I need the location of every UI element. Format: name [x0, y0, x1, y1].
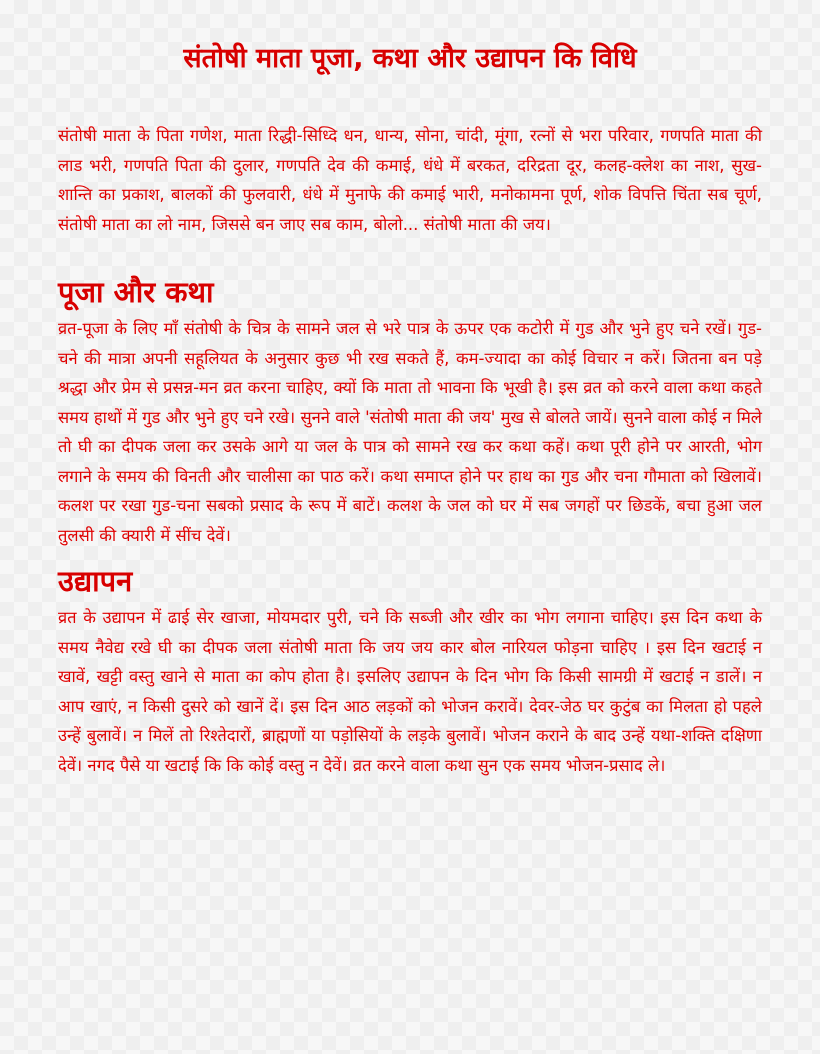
- page-title: संतोषी माता पूजा, कथा और उद्यापन कि विधि: [183, 43, 637, 74]
- section-heading-puja-katha: पूजा और कथा: [58, 275, 214, 309]
- section-body-udyapan: व्रत के उद्यापन में ढाई सेर खाजा, मोयमदार पुरी, चने कि सब्जी और खीर का भोग लगाना चाहिए। इस दिन कथा के समय नैवेद्य रखे घी का दीपक जला संतोषी माता कि जय जय कार बोल नारियल फोड़ना चाहिए । इस दिन खटाई न खावें, खट्टी वस्तु खाने से माता का कोप होता है। इसलिए उद्यापन के दिन भोग कि किसी सामग्री में खटाई न डालें। न आप खाएं, न किसी दुसरे को खानें दें। इस दिन आठ लड़कों को भोजन करावें। देवर-जेठ घर कुटुंब का मिलता हो पहले उन्हें बुलावें। न मिलें तो रिश्तेदारों, ब्राह्मणों या पड़ोसियों के लड़के बुलावें। भोजन कराने के बाद उन्हें यथा-शक्ति दक्षिणा देवें। नगद पैसे या खटाई कि कि कोई वस्तु न देवें। व्रत करने वाला कथा सुन एक समय भोजन-प्रसाद ले।: [58, 608, 762, 775]
- article: [58, 34, 762, 780]
- section-body-puja-katha: व्रत-पूजा के लिए माँ संतोषी के चित्र के सामने जल से भरे पात्र के ऊपर एक कटोरी में गुड और भुने हुए चने रखें। गुड-चने की मात्रा अपनी सहूलियत के अनुसार कुछ भी रख सकते हैं, कम-ज्यादा का कोई विचार न करें। जितना बन पड़े श्रद्धा और प्रेम से प्रसन्न-मन व्रत करना चाहिए, क्यों कि माता तो भावना कि भूखी है। इस व्रत को करने वाला कथा कहते समय हाथों में गुड और भुने हुए चने रखे। सुनने वाले 'संतोषी माता की जय' मुख से बोलते जायें। सुनने वाला कोई न मिले तो घी का दीपक जला कर उसके आगे या जल के पात्र को सामने रख कर कथा कहें। कथा पूरी होने पर आरती, भोग लगाने के समय की विनती और चालीसा का पाठ करें। कथा समाप्त होने पर हाथ का गुड और चना गौमाता को खिलावें। कलश पर रखा गुड-चना सबको प्रसाद के रूप में बाटें। कलश के जल को घर में सब जगहों पर छिडकें, बचा हुआ जल तुलसी की क्यारी में सींच देवें।: [58, 319, 762, 545]
- section-heading-udyapan: उद्यापन: [58, 564, 133, 598]
- intro-paragraph: संतोषी माता के पिता गणेश, माता रिद्धी-सिध्दि धन, धान्य, सोना, चांदी, मूंगा, रत्नों से भरा परिवार, गणपति माता की लाड भरी, गणपति पिता की दुलार, गणपति देव की कमाई, धंधे में बरकत, दरिद्रता दूर, कलह-क्लेश का नाश, सुख-शान्ति का प्रकाश, बालकों की फुलवारी, धंधे में मुनाफे की कमाई भारी, मनोकामना पूर्ण, शोक विपत्ति चिंता सब चूर्ण, संतोषी माता का लो नाम, जिससे बन जाए सब काम, बोलो... संतोषी माता की जय।: [58, 126, 762, 234]
